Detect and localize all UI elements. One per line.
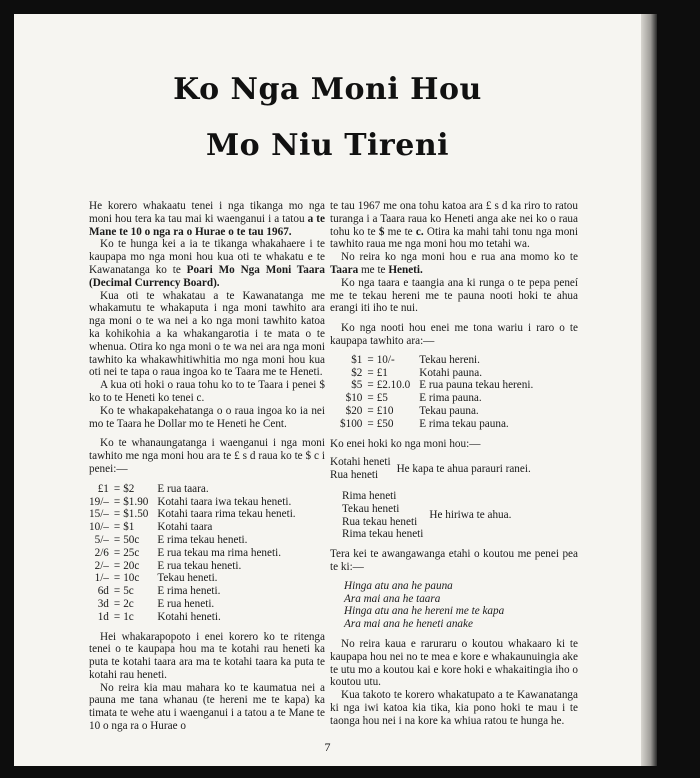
note-new-amount: $5 <box>351 379 363 392</box>
note-row <box>340 367 533 380</box>
new-amount: 1c <box>123 610 134 623</box>
equals-sign: = <box>113 521 121 534</box>
text: te tau 1967 me ona tohu katoa ara £ s d ka riro to ratou turanga i a Taara raua ko Heneti anga ake nei ko o raua tohu ko te <box>330 200 578 238</box>
equals-sign: = <box>113 533 121 546</box>
coin-name: Kotahi heneti <box>330 456 391 469</box>
equals-sign: = <box>113 495 121 508</box>
equals-sign: = <box>367 392 374 405</box>
conversion-row <box>89 611 296 624</box>
verse-line: Hinga atu ana he hereni me te kapa <box>344 605 505 618</box>
bold-dollar: $ <box>378 225 385 238</box>
equals-sign: = <box>113 572 121 585</box>
amount-description: Tekau heneti. <box>157 572 218 585</box>
coin-desc: He hiriwa te ahua. <box>429 509 512 522</box>
equals-sign: = <box>113 610 121 623</box>
amount-description: Kotahi taara iwa tekau heneti. <box>157 495 292 508</box>
bold-taara: Taara <box>330 263 359 276</box>
text: me te <box>358 263 389 276</box>
text: No reira ko nga moni hou e rua ana momo ko te <box>341 251 578 264</box>
new-amount: 2c <box>123 597 134 610</box>
document-page <box>14 14 641 766</box>
note-row <box>340 379 533 392</box>
paragraph: No reira kaua e raruraru o koutou whakaaro ki te kaupapa hou nei no te mea e kore e whakaunuingia ake te utu mo a koutou kai e kore hoki e whakaitingia iho o koutou utu. <box>330 637 578 689</box>
bold-heneti: Heneti. <box>388 263 423 276</box>
note-new-amount: $2 <box>351 366 363 379</box>
paragraph: Kua oti te whakatau a te Kawanatanga me whakamutu te whakaputa i nga moni tawhito ara nga moni o te wa nei a ko nga moni tawhito katoa ka kohikohia a ka whakangarotia i te mata o te whenua. Otira ko nga moni o te wa nei ara nga moni tawhito ka whakawhitiwhitia mo nga moni hou kua oti nei te tapa o raua ingoa ko te Taara me te Heneti. <box>89 289 325 379</box>
verse-line: Hinga atu ana he pauna <box>344 579 453 592</box>
verse-line: Ara mai ana he taara <box>344 592 441 605</box>
paragraph <box>89 200 325 238</box>
new-amount: 5c <box>123 585 134 598</box>
conversion-row <box>89 585 296 598</box>
conversion-table <box>89 483 296 624</box>
equals-sign: = <box>367 353 374 366</box>
conversion-row <box>89 547 296 560</box>
old-amount: £1 <box>97 482 109 495</box>
note-description: E rima tekau pauna. <box>419 417 509 430</box>
conversion-row <box>89 508 296 521</box>
conversion-row <box>89 572 296 585</box>
note-old-amount: £1 <box>376 366 388 379</box>
amount-description: Kotahi taara <box>157 521 213 534</box>
equals-sign: = <box>367 404 374 417</box>
note-row <box>340 354 533 367</box>
paragraph: Ko nga nooti hou enei me tona wariu i raro o te kaupapa tawhito ara:— <box>330 322 578 347</box>
old-amount: 10/– <box>89 521 109 534</box>
note-old-amount: 10/- <box>376 353 395 366</box>
coin-group-silver <box>342 490 578 541</box>
conversion-row <box>89 560 296 573</box>
text: me te <box>384 225 416 238</box>
note-new-amount: $1 <box>351 353 363 366</box>
paragraph: A kua oti hoki o raua tohu ko to te Taara i penei $ ko to te Heneti ko tenei c. <box>89 379 325 404</box>
note-description: Tekau pauna. <box>419 404 479 417</box>
text: He korero whakaatu tenei i nga tikanga mo nga moni hou tera ka tau mai ki waenganui i a tatou <box>89 200 325 225</box>
note-old-amount: £2.10.0 <box>376 379 411 392</box>
amount-description: E rima tekau heneti. <box>157 533 248 546</box>
coin-name: Rua heneti <box>330 469 379 482</box>
note-row <box>340 405 533 418</box>
note-new-amount: $10 <box>345 392 363 405</box>
equals-sign: = <box>367 379 374 392</box>
note-old-amount: £5 <box>376 392 388 405</box>
paragraph <box>330 200 578 251</box>
note-row <box>340 392 533 405</box>
amount-description: E rua taara. <box>157 482 209 495</box>
title-line-2: Mo Niu Tireni <box>205 128 450 163</box>
note-description: E rima pauna. <box>419 392 482 405</box>
conversion-row <box>89 496 296 509</box>
page-edge-shadow <box>641 14 657 766</box>
coin-list <box>342 490 423 541</box>
note-new-amount: $100 <box>340 417 363 430</box>
paragraph: No reira kia mau mahara ko te kaumatua nei a pauna me tana whanau (te hereni me te kapa) ka timata te wehe atu i waenganui i a tatou a te Mane te 10 o nga ra o Hurae o <box>89 681 325 733</box>
note-description: Tekau hereni. <box>419 353 480 366</box>
bold-board-name: Poari Mo Nga Moni Taara (Decimal Currency Board). <box>89 263 325 289</box>
note-old-amount: £50 <box>376 417 394 430</box>
paragraph: Ko te whanaungatanga i waenganui i nga moni tawhito me nga moni hou ara te £ s d raua ko te $ c i penei:— <box>89 437 325 475</box>
note-old-amount: £10 <box>376 404 394 417</box>
conversion-row <box>89 521 296 534</box>
conversion-row <box>89 534 296 547</box>
right-column <box>330 200 578 727</box>
text: Otira ka mahi tahi tonu nga moni tawhito raua me nga moni hou mo tetahi wa. <box>330 225 578 251</box>
equals-sign: = <box>367 366 374 379</box>
new-amount: $1.90 <box>123 495 149 508</box>
old-amount: 15/– <box>89 508 109 521</box>
new-amount: 10c <box>123 572 140 585</box>
coin-group-copper <box>330 456 578 482</box>
new-amount: $1 <box>123 521 135 534</box>
bold-cent: c. <box>415 225 424 238</box>
notes-table <box>340 354 533 431</box>
new-amount: $1.50 <box>123 508 149 521</box>
conversion-row <box>89 598 296 611</box>
paragraph: Ko te whakapakehatanga o o raua ingoa ko ia nei mo te Taara he Dollar mo te Heneti he Cent. <box>89 404 325 430</box>
old-amount: 19/– <box>89 495 109 508</box>
old-amount: 5/– <box>94 533 109 546</box>
new-amount: $2 <box>123 482 135 495</box>
old-amount: 6d <box>97 585 109 598</box>
coin-list <box>330 456 391 482</box>
left-column <box>89 200 325 733</box>
paragraph <box>89 238 325 289</box>
equals-sign: = <box>113 585 121 598</box>
new-amount: 25c <box>123 546 140 559</box>
equals-sign: = <box>113 482 121 495</box>
note-new-amount: $20 <box>345 404 363 417</box>
coin-desc: He kapa te ahua parauri ranei. <box>396 462 531 475</box>
old-amount: 2/– <box>94 559 109 572</box>
coin-name: Tekau heneti <box>342 502 400 515</box>
old-amount: 1/– <box>94 572 109 585</box>
title-line-1: Ko Nga Moni Hou <box>173 72 482 107</box>
equals-sign: = <box>113 559 121 572</box>
amount-description: E rima heneti. <box>157 585 221 598</box>
old-amount: 3d <box>97 597 109 610</box>
conversion-row <box>89 483 296 496</box>
coin-name: Rua tekau heneti <box>342 515 418 528</box>
amount-description: E rua tekau heneti. <box>157 559 242 572</box>
new-amount: 50c <box>123 533 140 546</box>
old-amount: 1d <box>97 610 109 623</box>
coin-name: Rima heneti <box>342 489 397 502</box>
paragraph: Ko nga taara e taangia ana ki runga o te pepa peneí me te tekau hereni me te pauna nooti hoki te ahua erangi iti iho te nui. <box>330 276 578 315</box>
paragraph: Hei whakarapopoto i enei korero ko te ritenga tenei o te kaupapa hou ma te kotahi rau heneti ka puta te kotahi taara ara ma te kotahi taara ka puta te kotahi rau heneti. <box>89 630 325 681</box>
bold-date: a te Mane te 10 o nga ra o Hurae o te tau 1967. <box>89 212 325 238</box>
paragraph: Kua takoto te korero whakatupato a te Kawanatanga ki nga iwi katoa kia tika, kia pono hoki te mau i te taonga hou nei i na kore ka whiua ratou te hunga he. <box>330 689 578 727</box>
paragraph: Tera kei te awangawanga etahi o koutou me penei pea te ki:— <box>330 548 578 573</box>
equals-sign: = <box>113 508 121 521</box>
coin-name: Rima tekau heneti <box>342 528 424 541</box>
paragraph <box>330 251 578 277</box>
text: Ko te hunga kei a ia te tikanga whakahaere i te kaupapa mo nga moni hou kua oti te whakatu e te Kawanatanga ko te <box>89 238 325 276</box>
equals-sign: = <box>113 597 121 610</box>
equals-sign: = <box>113 546 121 559</box>
paragraph: Ko enei hoki ko nga moni hou:— <box>330 437 481 450</box>
page-number: 7 <box>324 740 331 754</box>
old-amount: 2/6 <box>94 546 109 559</box>
note-description: Kotahi pauna. <box>419 366 483 379</box>
verse-line: Ara mai ana he heneti anake <box>344 618 473 631</box>
verse <box>330 580 578 631</box>
equals-sign: = <box>367 417 374 430</box>
amount-description: E rua tekau ma rima heneti. <box>157 546 282 559</box>
note-description: E rua pauna tekau hereni. <box>419 379 534 392</box>
amount-description: Kotahi heneti. <box>157 610 221 623</box>
note-row <box>340 418 533 431</box>
new-amount: 20c <box>123 559 140 572</box>
amount-description: Kotahi taara rima tekau heneti. <box>157 508 296 521</box>
amount-description: E rua heneti. <box>157 597 215 610</box>
